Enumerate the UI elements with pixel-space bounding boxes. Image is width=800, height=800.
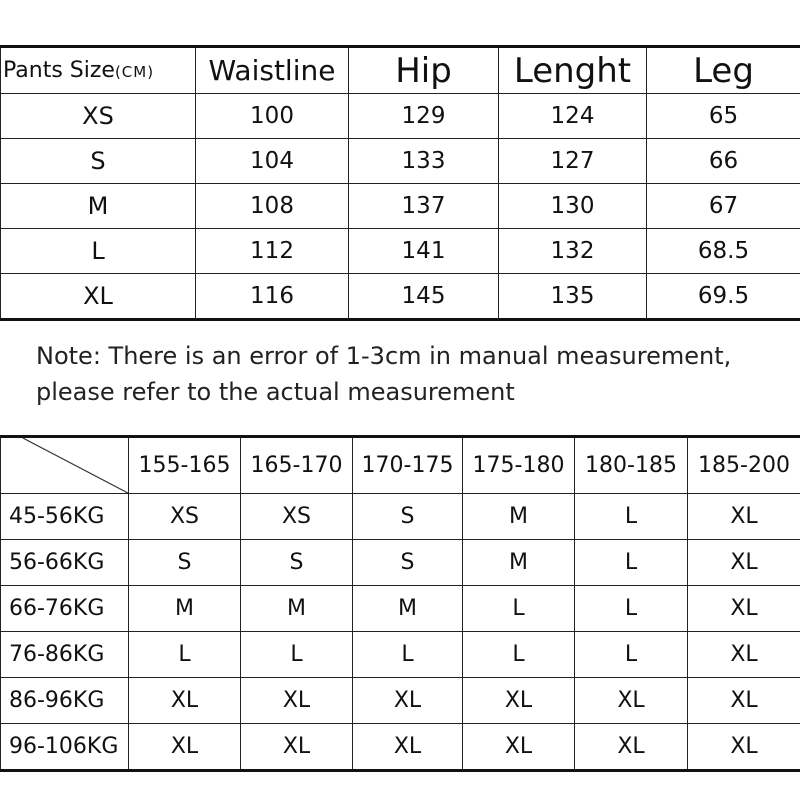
size-cell-length: 132 xyxy=(499,229,647,274)
recommended-size-cell: M xyxy=(241,586,353,632)
note-line-1: Note: There is an error of 1-3cm in manual measurement, xyxy=(36,342,732,370)
header-leg: Leg xyxy=(647,47,800,94)
size-cell-leg: 67 xyxy=(647,184,800,229)
size-table xyxy=(0,45,800,321)
header-unit: (CM) xyxy=(114,63,155,81)
recommended-size-cell: XL xyxy=(688,494,800,540)
recommended-size-cell: L xyxy=(575,586,688,632)
recommended-size-cell: XL xyxy=(688,724,800,771)
corner-cell xyxy=(1,437,129,494)
table-row xyxy=(1,678,800,724)
weight-range-label: 86-96KG xyxy=(1,678,129,724)
recommended-size-cell: XL xyxy=(463,724,575,771)
weight-range-label: 56-66KG xyxy=(1,540,129,586)
recommended-size-cell: L xyxy=(575,632,688,678)
header-length: Lenght xyxy=(499,47,647,94)
size-cell-length: 135 xyxy=(499,274,647,320)
size-cell-waistline: 104 xyxy=(196,139,349,184)
header-hip: Hip xyxy=(349,47,499,94)
size-cell-hip: 137 xyxy=(349,184,499,229)
table-row xyxy=(1,724,800,771)
size-cell-length: 127 xyxy=(499,139,647,184)
table-row xyxy=(1,494,800,540)
weight-range-label: 76-86KG xyxy=(1,632,129,678)
size-cell-size: S xyxy=(1,139,196,184)
recommended-size-cell: XL xyxy=(688,632,800,678)
rec-table-body xyxy=(1,494,800,771)
recommended-size-cell: XL xyxy=(353,678,463,724)
recommended-size-cell: XL xyxy=(688,540,800,586)
recommended-size-cell: S xyxy=(353,494,463,540)
size-cell-size: XL xyxy=(1,274,196,320)
recommended-size-cell: XL xyxy=(463,678,575,724)
recommended-size-cell: L xyxy=(463,586,575,632)
header-pants-size xyxy=(1,47,196,94)
recommended-size-cell: S xyxy=(241,540,353,586)
recommended-size-cell: M xyxy=(463,540,575,586)
size-cell-size: XS xyxy=(1,94,196,139)
recommended-size-cell: XL xyxy=(241,724,353,771)
table-row xyxy=(1,94,800,139)
recommended-size-cell: XS xyxy=(241,494,353,540)
recommended-size-cell: M xyxy=(353,586,463,632)
size-cell-waistline: 116 xyxy=(196,274,349,320)
table-row xyxy=(1,540,800,586)
recommended-size-cell: M xyxy=(463,494,575,540)
recommended-size-cell: XL xyxy=(688,586,800,632)
size-table-header-row xyxy=(1,47,800,94)
height-range-header: 170-175 xyxy=(353,437,463,494)
table-row xyxy=(1,274,800,320)
table-row xyxy=(1,586,800,632)
size-cell-leg: 66 xyxy=(647,139,800,184)
recommended-size-cell: XL xyxy=(129,678,241,724)
recommended-size-cell: XL xyxy=(575,678,688,724)
size-cell-size: M xyxy=(1,184,196,229)
measurement-note xyxy=(36,338,796,410)
weight-range-label: 45-56KG xyxy=(1,494,129,540)
height-range-header: 165-170 xyxy=(241,437,353,494)
recommended-size-cell: M xyxy=(129,586,241,632)
diagonal-divider xyxy=(1,438,128,493)
weight-range-label: 66-76KG xyxy=(1,586,129,632)
note-line-2: please refer to the actual measurement xyxy=(36,378,515,406)
header-pants-size-label: Pants Size xyxy=(3,58,115,83)
recommended-size-cell: XL xyxy=(241,678,353,724)
table-row xyxy=(1,184,800,229)
size-recommendation-table xyxy=(0,435,800,772)
size-cell-waistline: 100 xyxy=(196,94,349,139)
header-waistline: Waistline xyxy=(196,47,349,94)
size-cell-hip: 129 xyxy=(349,94,499,139)
rec-table-header-row xyxy=(1,437,800,494)
recommended-size-cell: XL xyxy=(575,724,688,771)
recommended-size-cell: L xyxy=(575,494,688,540)
height-range-header: 155-165 xyxy=(129,437,241,494)
recommended-size-cell: L xyxy=(241,632,353,678)
size-cell-size: L xyxy=(1,229,196,274)
size-cell-hip: 133 xyxy=(349,139,499,184)
recommended-size-cell: XS xyxy=(129,494,241,540)
size-table-body xyxy=(1,94,800,320)
height-range-header: 185-200 xyxy=(688,437,800,494)
recommended-size-cell: S xyxy=(129,540,241,586)
size-cell-waistline: 112 xyxy=(196,229,349,274)
table-row xyxy=(1,632,800,678)
weight-range-label: 96-106KG xyxy=(1,724,129,771)
recommended-size-cell: L xyxy=(129,632,241,678)
size-cell-leg: 69.5 xyxy=(647,274,800,320)
size-cell-leg: 65 xyxy=(647,94,800,139)
recommended-size-cell: XL xyxy=(688,678,800,724)
recommended-size-cell: S xyxy=(353,540,463,586)
recommended-size-cell: L xyxy=(463,632,575,678)
table-row xyxy=(1,229,800,274)
recommended-size-cell: L xyxy=(353,632,463,678)
size-cell-hip: 145 xyxy=(349,274,499,320)
size-cell-waistline: 108 xyxy=(196,184,349,229)
size-cell-hip: 141 xyxy=(349,229,499,274)
height-range-header: 175-180 xyxy=(463,437,575,494)
height-range-header: 180-185 xyxy=(575,437,688,494)
recommended-size-cell: L xyxy=(575,540,688,586)
size-cell-length: 130 xyxy=(499,184,647,229)
table-row xyxy=(1,139,800,184)
recommended-size-cell: XL xyxy=(353,724,463,771)
size-cell-length: 124 xyxy=(499,94,647,139)
size-cell-leg: 68.5 xyxy=(647,229,800,274)
recommended-size-cell: XL xyxy=(129,724,241,771)
